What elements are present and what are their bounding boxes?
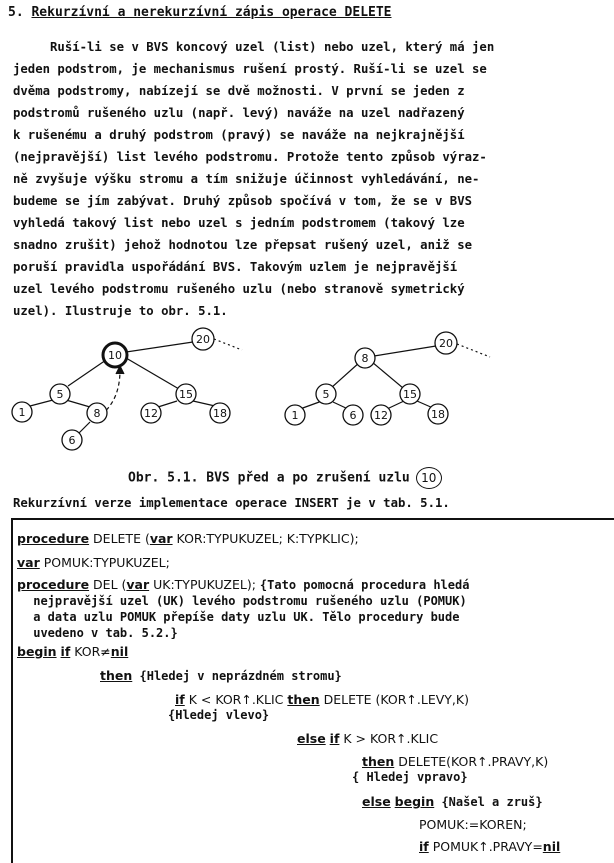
keyword: if <box>329 731 340 746</box>
para-line: vyhledá takový list nebo uzel s jedním podstromem (takový lze <box>13 216 465 230</box>
node-label: 5 <box>322 388 330 401</box>
keyword: then <box>362 754 395 769</box>
section-number: 5. <box>8 5 24 20</box>
code-text: DEL ( <box>89 577 127 592</box>
para-line: (nejpravější) list levého podstromu. Protože tento způsob výraz- <box>13 150 487 164</box>
code-text: POMUK:TYPUKUZEL; <box>39 555 170 570</box>
bvs-figure <box>0 322 614 462</box>
code-comment: { Hledej vpravo} <box>352 770 468 784</box>
code-comment: {Hledej v neprázdném stromu} <box>132 669 342 683</box>
code-line <box>17 556 170 570</box>
section-heading <box>8 5 392 20</box>
keyword: nil <box>110 644 129 659</box>
code-line <box>17 645 128 659</box>
para-line: uzel). Ilustruje to obr. 5.1. <box>13 304 228 318</box>
para-line: budeme se jím zabývat. Druhý způsob spočívá v tom, že se v BVS <box>13 194 473 208</box>
code-text: UK:TYPUKUZEL); <box>149 577 260 592</box>
para-line: Ruší-li se v BVS koncový uzel (list) nebo uzel, který má jen <box>13 40 495 54</box>
intro-text: Rekurzívní verze implementace operace INSERT je v tab. 5.1. <box>13 496 450 510</box>
code-text: KOR≠ <box>70 644 111 659</box>
keyword: var <box>149 531 173 546</box>
body-paragraph <box>13 36 605 322</box>
code-comment: nejpravější uzel (UK) levého podstromu rušeného uzlu (POMUK) <box>26 594 467 608</box>
code-line <box>17 532 359 546</box>
keyword: procedure <box>17 577 90 592</box>
code-text: K < KOR↑.KLIC <box>184 692 288 707</box>
node-label: 12 <box>144 407 158 420</box>
section-title: Rekurzívní a nerekurzívní zápis operace DELETE <box>31 5 392 20</box>
node-label: 20 <box>439 337 453 350</box>
para-line: snadno zrušit) jehož hodnotou lze přepsat rušený uzel, aniž se <box>13 238 473 252</box>
code-line <box>100 669 342 683</box>
node-label: 8 <box>93 407 101 420</box>
keyword: var <box>126 577 150 592</box>
node-label: 1 <box>18 406 26 419</box>
para-line: dvěma podstromy, nabízejí se dvě možnosti. V první se jeden z <box>13 84 465 98</box>
code-line <box>362 795 543 809</box>
keyword: var <box>17 555 40 570</box>
code-text: DELETE(KOR↑.PRAVY,K) <box>394 754 549 769</box>
keyword: then <box>100 668 133 683</box>
keyword: then <box>287 692 320 707</box>
para-line: k rušenému a druhý podstrom (pravý) se naváže na nejkrajnější <box>13 128 465 142</box>
keyword: begin <box>17 644 57 659</box>
code-line <box>419 840 560 854</box>
keyword: if <box>60 644 71 659</box>
node-label: 15 <box>403 388 417 401</box>
code-text: KOR:TYPUKUZEL; K:TYPKLIC); <box>172 531 359 546</box>
para-line: poruší pravidla uspořádání BVS. Takovým uzlem je nejpravější <box>13 260 458 274</box>
code-text: DELETE (KOR↑.LEVY,K) <box>319 692 469 707</box>
code-line <box>362 755 548 769</box>
code-comment: {Našel a zruš} <box>434 795 543 809</box>
caption-circled-number: 10 <box>416 467 442 489</box>
para-line: podstromů rušeného uzlu (např. levý) naváže na uzel nadřazený <box>13 106 465 120</box>
code-text: POMUK↑.PRAVY= <box>428 839 543 854</box>
node-label: 12 <box>374 409 388 422</box>
node-label: 18 <box>213 407 227 420</box>
keyword: if <box>175 692 185 707</box>
code-line <box>17 578 469 592</box>
keyword: else <box>362 794 391 809</box>
code-comment: {Tato pomocná procedura hledá <box>259 578 470 592</box>
code-line <box>175 693 469 707</box>
code-comment: a data uzlu POMUK přepíše daty uzlu UK. Tělo procedury bude <box>26 610 460 624</box>
node-label: 1 <box>291 409 299 422</box>
keyword: begin <box>394 794 435 809</box>
para-line: uzel levého podstromu rušeného uzlu (nebo stranově symetrický <box>13 282 465 296</box>
node-label: 8 <box>361 352 369 365</box>
code-line <box>297 732 438 746</box>
node-label: 18 <box>431 408 445 421</box>
para-line: jeden podstrom, je mechanismus rušení prostý. Ruší-li se uzel se <box>13 62 487 76</box>
keyword: else <box>297 731 326 746</box>
keyword: if <box>419 839 429 854</box>
node-label: 6 <box>68 434 76 447</box>
node-label: 5 <box>56 388 64 401</box>
caption-text: Obr. 5.1. BVS před a po zrušení uzlu <box>128 470 410 486</box>
figure-caption <box>128 467 442 489</box>
code-text: DELETE ( <box>89 531 150 546</box>
node-label: 6 <box>349 409 357 422</box>
code-comment: uvedeno v tab. 5.2.} <box>26 626 178 640</box>
keyword: nil <box>542 839 561 854</box>
node-label: 20 <box>196 333 210 346</box>
code-text: K > KOR↑.KLIC <box>339 731 439 746</box>
tree-before-nodes <box>12 328 230 450</box>
node-label: 10 <box>108 349 122 362</box>
node-label: 15 <box>179 388 193 401</box>
code-line: POMUK:=KOREN; <box>419 817 527 832</box>
keyword: procedure <box>17 531 90 546</box>
para-line: ně zvyšuje výšku stromu a tím snižuje účinnost vyhledávání, ne- <box>13 172 480 186</box>
code-comment: {Hledej vlevo} <box>168 708 270 722</box>
